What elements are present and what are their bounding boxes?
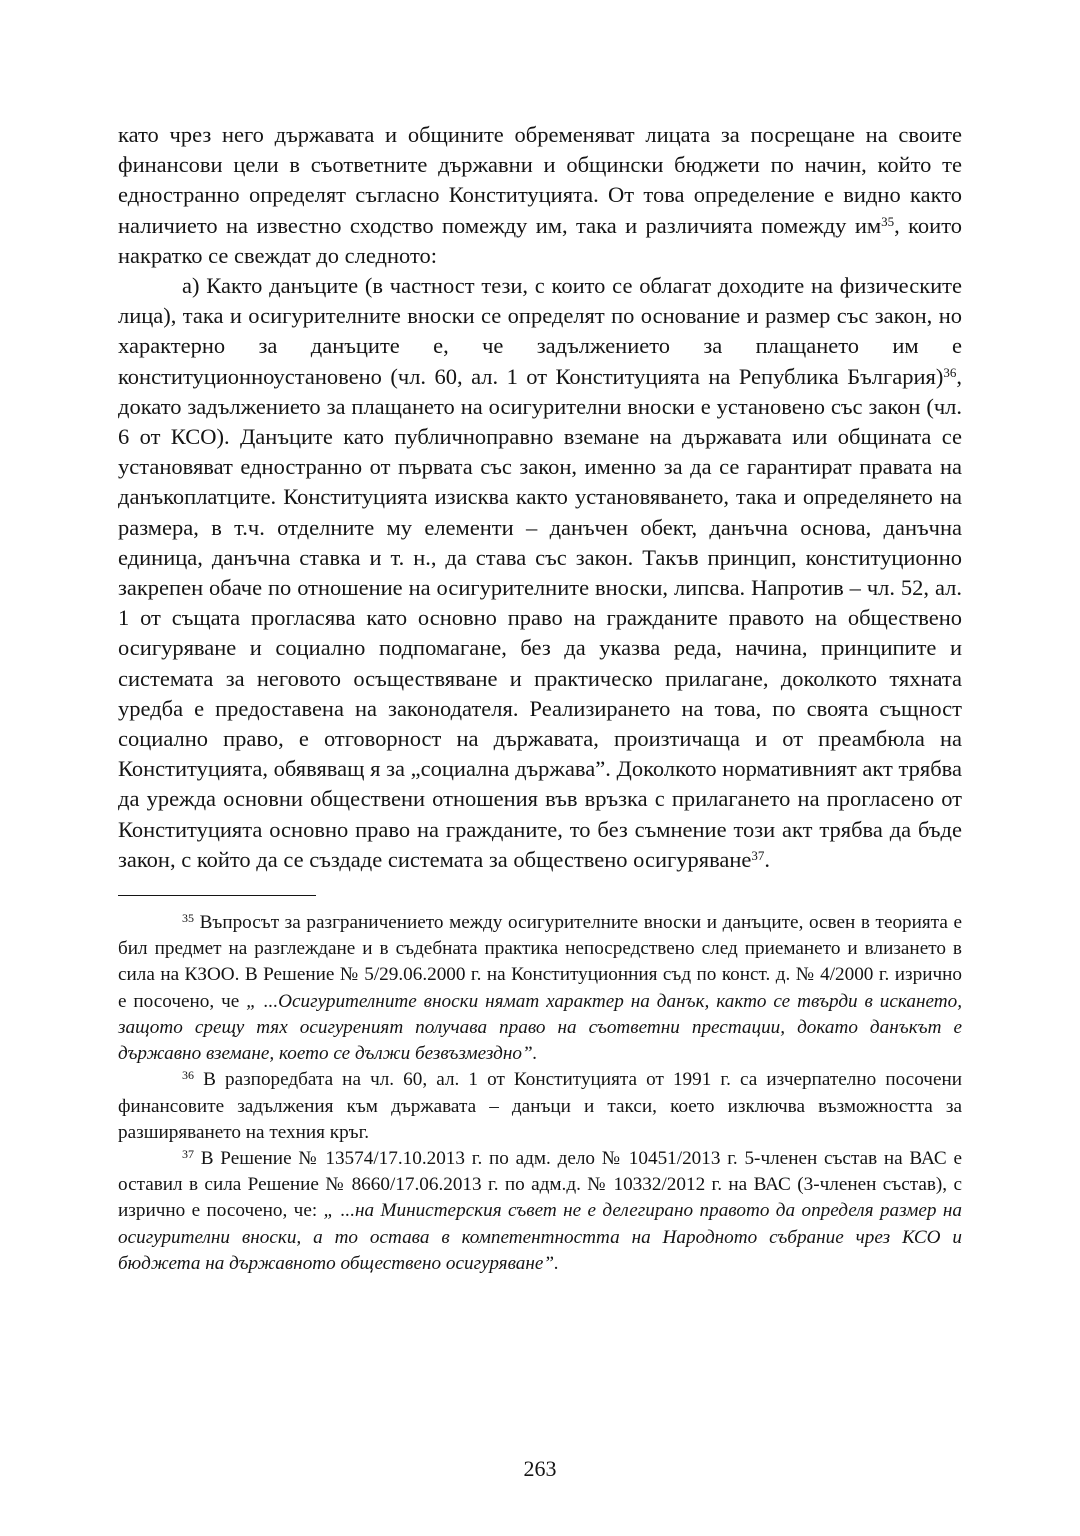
paragraph-1-text: като чрез него държавата и общините обременяват лицата за посрещане на своите финансови цели в съответните държавни и общински бюджети по начин, който те едностранно определят съгласно Конституцията. От това определение е видно както наличието на известно сходство помежду им, така и различията помежду им [118,122,962,238]
paragraph-2-text-middle: , докато задължението за плащането на осигурителни вноски е установено със закон (чл. 6 от КСО). Данъците като публичноправно вземане на държавата или общината се установяват едностранно от първата със закон, именно за да се гарантират правата на данъкоплатците. Конституцията изисква както установяването, така и определянето на размера, в т.ч. отделните му елементи – данъчен обект, данъчна основа, данъчна единица, данъчна ставка и т. н., да става със закон. Такъв принцип, конституционно закрепен обаче по отношение на осигурителните вноски, липсва. Напротив – чл. 52, ал. 1 от същата прогласява като основно право на гражданите правото на обществено осигуряване и социално подпомагане, без да указва реда, начина, принципите и системата за неговото осъществяване и практическо прилагане, доколкото тяхната уредба е предоставена на законодателя. Реализирането на това, по своята същност социално право, е отговорност на държавата, произтичаща и от преамбюла на Конституцията, обявяващ я за „социална държава”. Доколкото нормативният акт трябва да урежда основни обществени отношения във връзка с прилагането на прогласено от Конституцията основно право на гражданите, то без съмнение този акт трябва да бъде закон, с който да се създаде системата за обществено осигуряване [118,363,962,872]
footnote-ref-35: 35 [881,213,895,229]
footnote-quote: „ ...на Министерския съвет не е делегирано правото да определя размер на осигурителни вноски, а то остава в компетентността на Народното събрание чрез КСО и бюджета на държавното обществено осигуряване”. [118,1200,962,1274]
footnote-number: 37 [182,1146,194,1161]
footnote-ref-36: 36 [943,364,957,380]
footnote-quote: „ ...Осигурителните вноски нямат характер на данък, както се твърди в искането, защото срещу тях осигуреният получава право на съответни престации, докато данъкът е държавно вземане, което се дължи безвъзмездно”. [118,990,962,1065]
footnote-ref-37: 37 [751,847,765,863]
footnote-35 [118,910,962,1067]
document-page [118,120,962,1277]
paragraph-1 [118,120,962,271]
footnote-text: В разпоредбата на чл. 60, ал. 1 от Конституцията от 1991 г. са изчерпателно посочени финансовите задължения към държавата – данъци и такси, което изключва възможността за разширяването на техния кръг. [118,1069,962,1143]
footnote-separator [118,895,316,896]
page-number: 263 [523,1456,557,1481]
paragraph-2-text-start: а) Както данъците (в частност тези, с които се облагат доходите на физическите лица), така и осигурителните вноски се определят по основание и размер със закон, но характерно за данъците е, че задължението за плащането им е конституционноустановено (чл. 60, ал. 1 от Конституцията на Република България) [118,273,962,389]
footnotes [118,910,962,1277]
paragraph-2-text-end: . [764,846,771,872]
main-text [118,120,962,875]
footnote-37 [118,1146,962,1277]
footnote-text: Въпросът за разграничението между осигурителните вноски и данъците, освен в теорията е бил предмет на разглеждане и в съдебната практика непосредствено след приемането и влизането в сила на КЗОО. В Решение № 5/29.06.2000 г. на Конституционния съд по конст. д. № 4/2000 г. изрично е посочено, че [118,912,962,1012]
footnote-36 [118,1067,962,1146]
paragraph-2 [118,271,962,875]
footnote-number: 35 [182,911,194,926]
footnote-text: В Решение № 13574/17.10.2013 г. по адм. дело № 10451/2013 г. 5-членен състав на ВАС е оставил в сила Решение № 8660/17.06.2013 г. по адм.д. № 10332/2012 г. на ВАС (3-членен състав), с изрично е посочено, че: [118,1147,962,1222]
paragraph-1-text-end: , които накратко се свеждат до следното: [118,212,962,268]
footnote-number: 36 [182,1068,194,1083]
